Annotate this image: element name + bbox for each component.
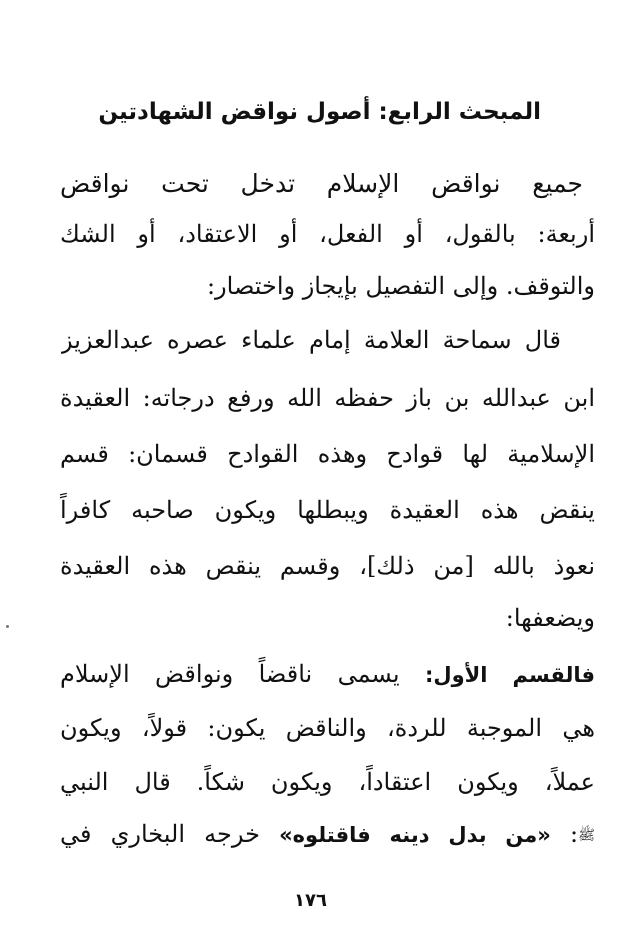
text-line: جميع نواقض الإسلام تدخل تحت نواقض — [60, 169, 583, 198]
text-line: ابن عبدالله بن باز حفظه الله ورفع درجاته: العقيدة — [60, 384, 595, 412]
text-line: أربعة: بالقول، أو الفعل، أو الاعتقاد، أو الشك — [60, 220, 595, 248]
text-line: ويضعفها: — [505, 604, 595, 632]
section-heading: المبحث الرابع: أصول نواقض الشهادتين — [98, 99, 541, 125]
text-run: يسمى ناقضاً ونواقض الإسلام — [60, 660, 425, 688]
bold-lead: فالقسم الأول: — [424, 663, 595, 687]
text-line: هي الموجبة للردة، والناقض يكون: قولاً، ويكون — [60, 714, 595, 742]
text-line: قال سماحة العلامة إمام علماء عصره عبدالعزيز — [61, 326, 561, 354]
text-run: خرجه البخاري في — [60, 820, 280, 848]
text-line: ينقض هذه العقيدة ويبطلها ويكون صاحبه كافراً — [60, 496, 595, 524]
text-line — [60, 650, 595, 699]
text-line — [60, 810, 595, 860]
text-line: والتوقف. وإلى التفصيل بإيجاز واختصار: — [206, 272, 595, 300]
text-line: نعوذ بالله [من ذلك]، وقسم ينقص هذه العقيدة — [60, 552, 595, 580]
text-run: : — [550, 820, 579, 848]
text-line: عملاً، ويكون اعتقاداً، ويكون شكاً. قال النبي — [60, 768, 595, 796]
hadith-quote: «من بدل دينه فاقتلوه» — [279, 823, 551, 847]
text-line: الإسلامية لها قوادح وهذه القوادح قسمان: قسم — [60, 440, 595, 468]
page-number: ١٧٦ — [294, 890, 327, 911]
salla-ligature: ﷺ — [578, 827, 595, 844]
scan-speck — [6, 625, 9, 628]
